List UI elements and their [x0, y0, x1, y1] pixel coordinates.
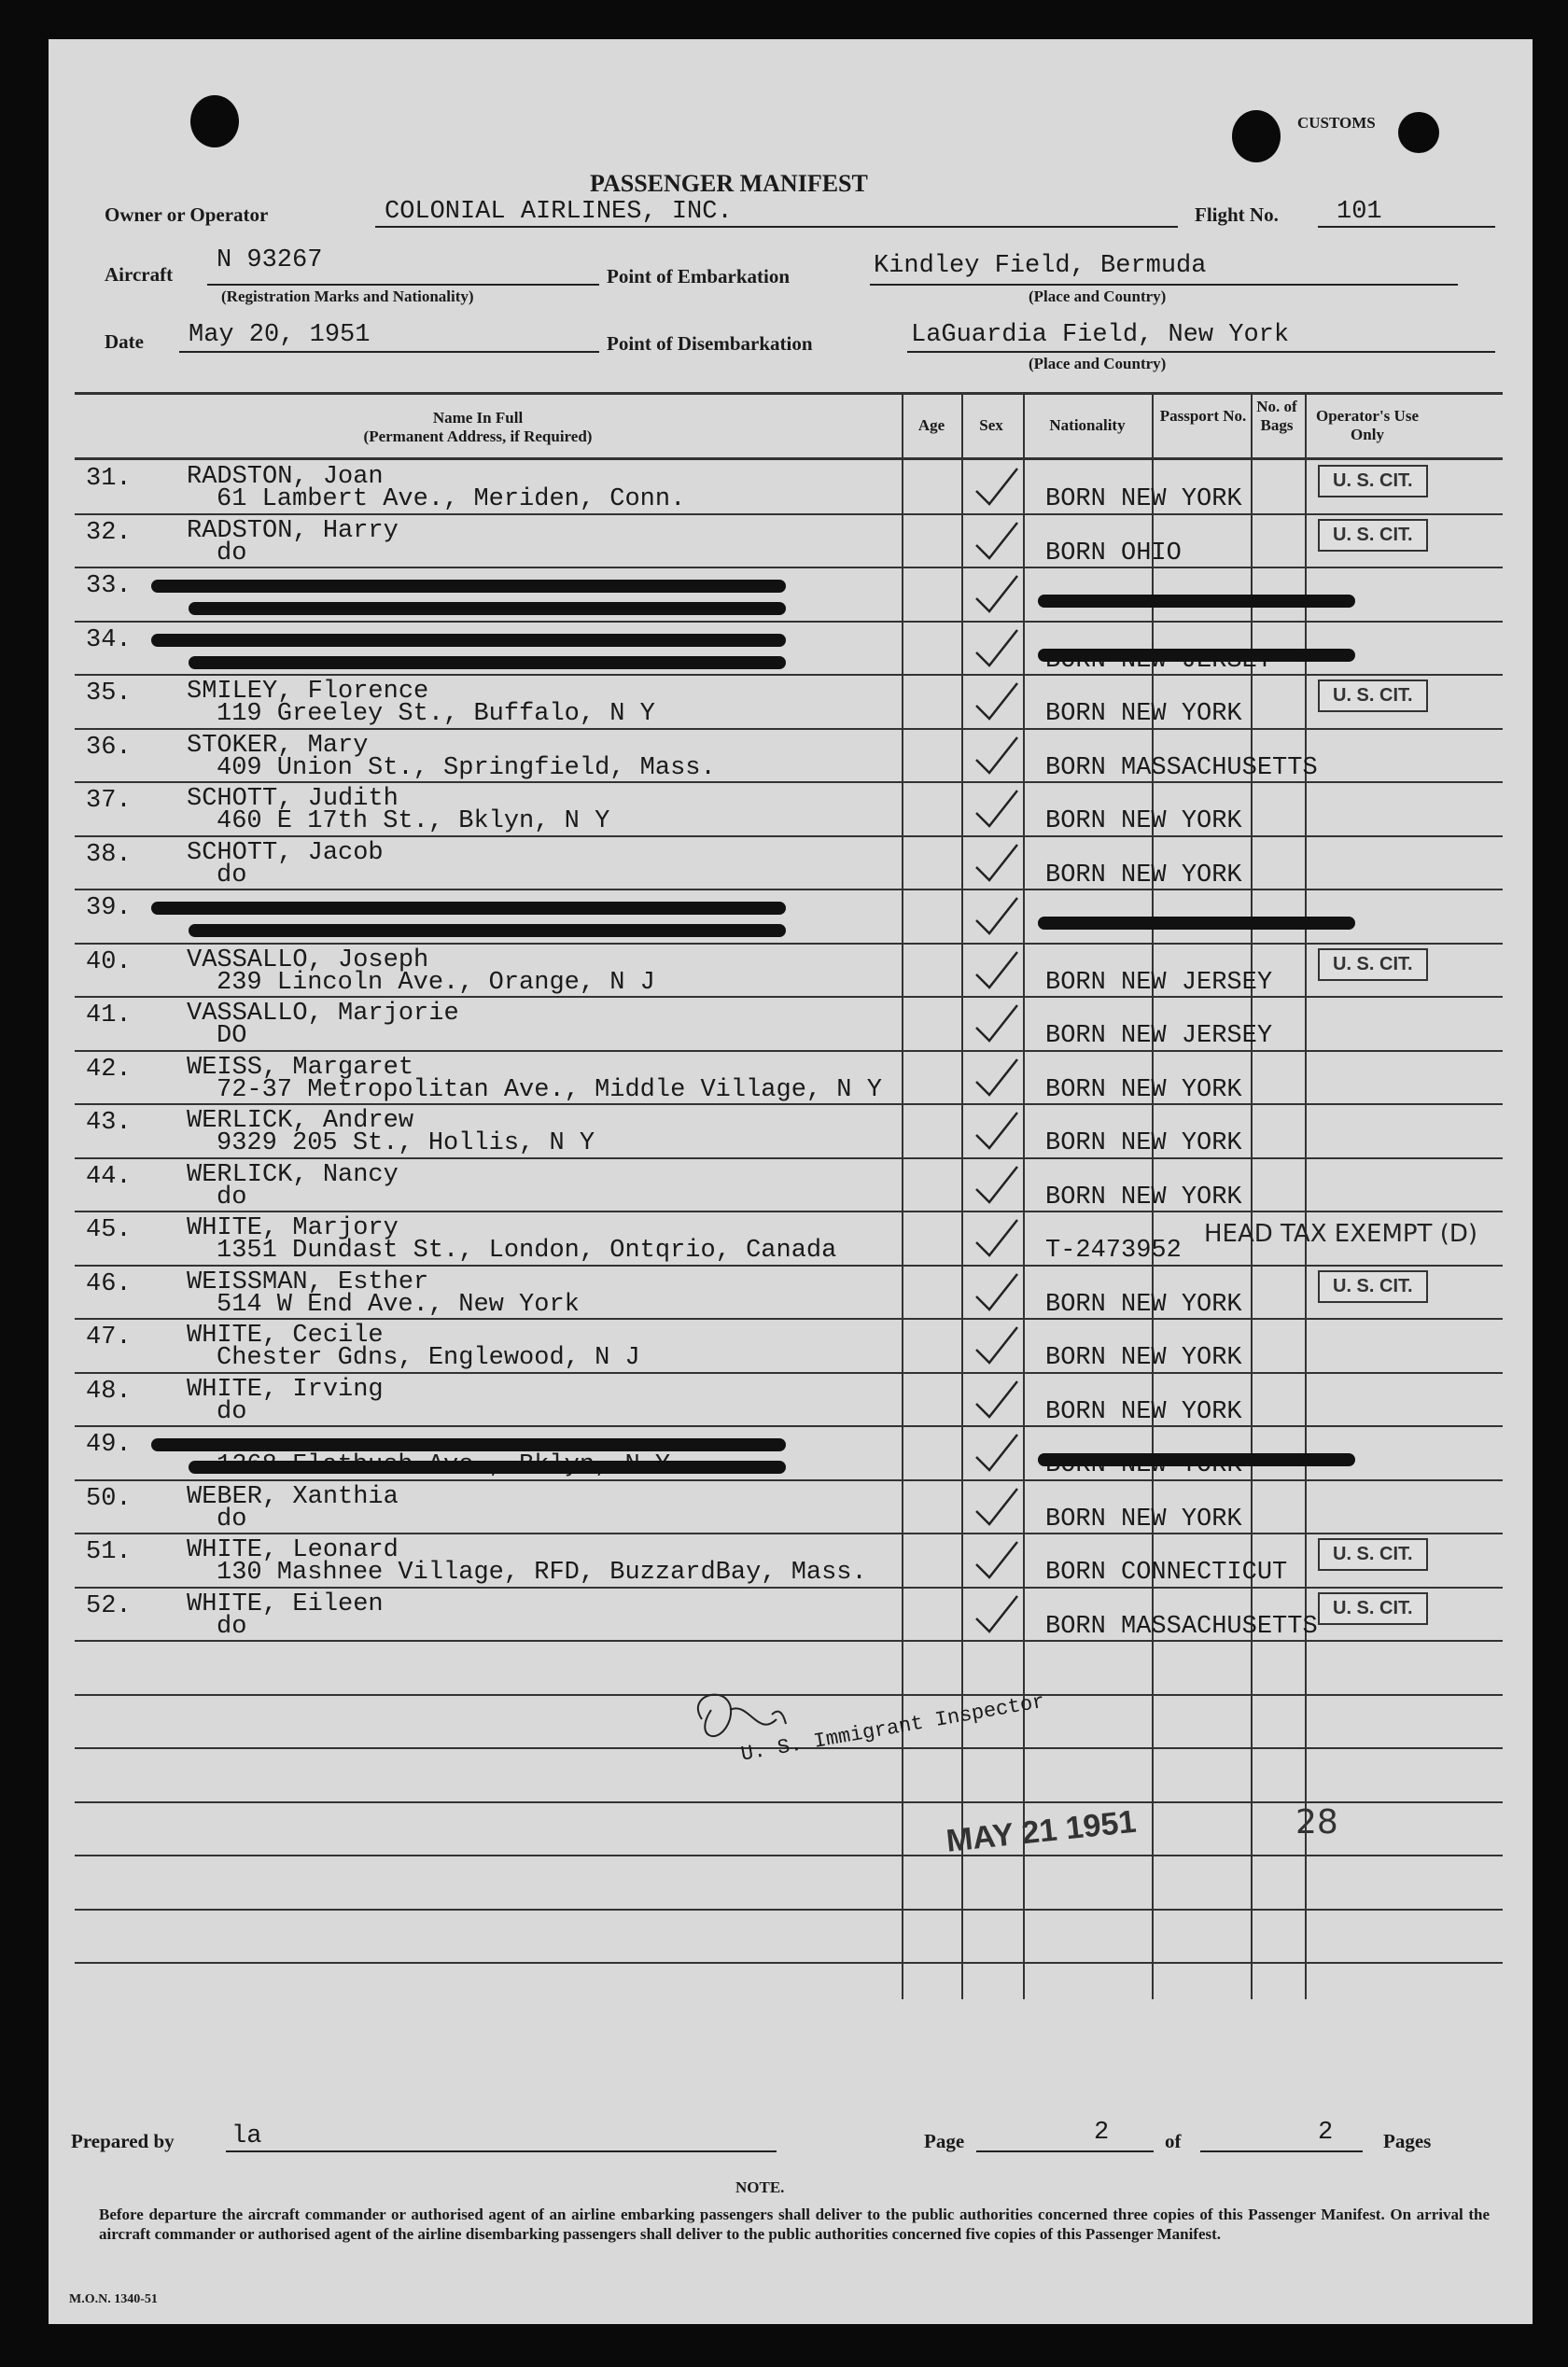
passenger-address: 514 W End Ave., New York [217, 1290, 580, 1319]
column-header-sex: Sex [979, 416, 1003, 434]
us-citizen-stamp: U. S. CIT. [1318, 948, 1428, 981]
row-number: 42. [86, 1055, 132, 1084]
form-id: M.O.N. 1340-51 [69, 2292, 158, 2306]
page-of-label: of [1165, 2130, 1182, 2152]
column-header-nationality: Nationality [1049, 416, 1126, 434]
redaction-mark [1038, 1453, 1355, 1466]
check-mark-icon [969, 892, 1025, 939]
row-divider [75, 1533, 1503, 1534]
redaction-mark [189, 656, 786, 669]
passenger-nationality: BORN NEW JERSEY [1045, 968, 1273, 997]
owner-label: Owner or Operator [105, 203, 269, 226]
check-mark-icon [969, 785, 1025, 832]
passenger-nationality: BORN NEW YORK [1045, 485, 1242, 513]
date-stamp: MAY 21 1951 [945, 1803, 1139, 1859]
column-header-name: Name In Full (Permanent Address, if Required) [363, 409, 593, 445]
passenger-nationality: BORN NEW YORK [1045, 1344, 1242, 1372]
check-mark-icon [969, 946, 1025, 993]
embarkation-label: Point of Embarkation [607, 265, 791, 287]
passenger-address: 61 Lambert Ave., Meriden, Conn. [217, 485, 686, 513]
passenger-address: do [217, 1183, 247, 1212]
passenger-nationality: BORN NEW YORK [1045, 1397, 1242, 1426]
passenger-nationality: T-2473952 [1045, 1237, 1182, 1265]
redaction-mark [151, 580, 786, 593]
row-number: 52. [86, 1591, 132, 1620]
passenger-address: 239 Lincoln Ave., Orange, N J [217, 968, 655, 997]
flight-value: 101 [1337, 198, 1382, 226]
row-number: 39. [86, 894, 132, 922]
date-value: May 20, 1951 [189, 321, 371, 349]
row-number: 49. [86, 1431, 132, 1459]
passenger-nationality: BORN NEW YORK [1045, 700, 1242, 728]
row-divider [75, 1211, 1503, 1212]
row-divider [75, 1962, 1503, 1964]
row-number: 47. [86, 1324, 132, 1352]
passenger-nationality: BORN NEW JERSEY [1045, 1022, 1273, 1050]
passenger-address: 409 Union St., Springfield, Mass. [217, 753, 716, 782]
aircraft-sub: (Registration Marks and Nationality) [221, 287, 474, 305]
row-number: 34. [86, 625, 132, 654]
us-citizen-stamp: U. S. CIT. [1318, 1538, 1428, 1571]
row-divider [75, 621, 1503, 623]
passenger-address: do [217, 1612, 247, 1641]
page-title: PASSENGER MANIFEST [590, 170, 868, 197]
passenger-name: WHITE, Eileen [187, 1590, 384, 1618]
embarkation-value: Kindley Field, Bermuda [874, 252, 1207, 280]
passenger-address: do [217, 539, 247, 567]
passenger-name: WEBER, Xanthia [187, 1482, 399, 1511]
row-divider [75, 943, 1503, 945]
passenger-nationality: BORN NEW YORK [1045, 1129, 1242, 1157]
passenger-address: 130 Mashnee Village, RFD, BuzzardBay, Mass. [217, 1559, 867, 1587]
check-mark-icon [969, 1483, 1025, 1530]
passenger-nationality: BORN CONNECTICUT [1045, 1559, 1288, 1587]
check-mark-icon [969, 1000, 1025, 1046]
row-number: 33. [86, 572, 132, 600]
aircraft-label: Aircraft [105, 263, 174, 286]
row-divider [75, 1050, 1503, 1052]
check-mark-icon [969, 1322, 1025, 1368]
row-number: 40. [86, 947, 132, 976]
row-number: 50. [86, 1484, 132, 1513]
row-number: 38. [86, 840, 132, 869]
page-current: 2 [1094, 2119, 1110, 2147]
row-number: 35. [86, 679, 132, 707]
check-mark-icon [969, 624, 1025, 671]
aircraft-value: N 93267 [217, 246, 323, 274]
column-header-bags: No. of Bags [1256, 398, 1297, 434]
inspector-label: U. S. Immigrant Inspector [739, 1689, 1047, 1767]
note-title: NOTE. [735, 2178, 785, 2196]
check-mark-icon [969, 839, 1025, 886]
passenger-nationality: BORN NEW YORK [1045, 1183, 1242, 1212]
passenger-name: SCHOTT, Jacob [187, 838, 384, 867]
column-header-operator: Operator's Use Only [1315, 407, 1419, 443]
check-mark-icon [969, 1214, 1025, 1261]
row-number: 43. [86, 1109, 132, 1137]
punch-hole [190, 95, 239, 147]
check-mark-icon [969, 678, 1025, 724]
pages-label: Pages [1383, 2130, 1432, 2152]
row-number: 31. [86, 465, 132, 493]
flight-label: Flight No. [1195, 203, 1279, 226]
passenger-nationality: BORN MASSACHUSETTS [1045, 1612, 1318, 1641]
passenger-address: do [217, 1505, 247, 1534]
redaction-mark [151, 634, 786, 647]
passenger-name: WEISS, Margaret [187, 1053, 414, 1082]
punch-hole [1232, 110, 1281, 162]
redaction-mark [189, 1461, 786, 1474]
us-citizen-stamp: U. S. CIT. [1318, 1592, 1428, 1625]
passenger-name: STOKER, Mary [187, 731, 369, 760]
passenger-address: 1351 Dundast St., London, Ontqrio, Canada [217, 1237, 837, 1265]
passenger-nationality: BORN MASSACHUSETTS [1045, 753, 1318, 782]
passenger-name: SMILEY, Florence [187, 678, 429, 706]
passenger-name: WERLICK, Nancy [187, 1160, 399, 1189]
head-tax-note: HEAD TAX EXEMPT (D) [1204, 1220, 1478, 1248]
punch-hole [1398, 112, 1439, 153]
check-mark-icon [969, 1268, 1025, 1315]
passenger-nationality: BORN OHIO [1045, 539, 1182, 567]
check-mark-icon [969, 1161, 1025, 1208]
row-divider [75, 567, 1503, 568]
passenger-name: WERLICK, Andrew [187, 1107, 414, 1135]
column-header-passport: Passport No. [1159, 407, 1247, 425]
row-number: 32. [86, 518, 132, 547]
row-number: 48. [86, 1377, 132, 1406]
note-text: Before departure the aircraft commander or authorised agent of an airline embarking passengers shall deliver to the public authorities concerned three copies of this Passenger Manifest. On arrival the aircraft commander or authorised agent of the airline disembarking passengers shall deliver to the public authorities concerned five copies of this Passenger Manifest. [99, 2206, 1490, 2243]
check-mark-icon [969, 1590, 1025, 1637]
check-mark-icon [969, 463, 1025, 510]
row-number: 46. [86, 1269, 132, 1298]
passenger-address: do [217, 1397, 247, 1426]
owner-value: COLONIAL AIRLINES, INC. [385, 198, 733, 226]
handwritten-count: 28 [1295, 1803, 1338, 1842]
passenger-nationality: BORN NEW YORK [1045, 1290, 1242, 1319]
manifest-page [49, 39, 1533, 2324]
redaction-mark [189, 602, 786, 615]
passenger-address: 9329 205 St., Hollis, N Y [217, 1129, 595, 1157]
passenger-name: RADSTON, Joan [187, 463, 384, 491]
customs-label: CUSTOMS [1297, 114, 1376, 132]
row-number: 44. [86, 1162, 132, 1191]
us-citizen-stamp: U. S. CIT. [1318, 1270, 1428, 1303]
row-divider [75, 1909, 1503, 1911]
disembarkation-label: Point of Disembarkation [607, 332, 813, 355]
passenger-address: 72-37 Metropolitan Ave., Middle Village, N Y [217, 1075, 882, 1104]
passenger-name: WHITE, Leonard [187, 1536, 399, 1564]
passenger-name: WHITE, Cecile [187, 1322, 384, 1350]
passenger-name: SCHOTT, Judith [187, 785, 399, 813]
passenger-nationality: BORN NEW YORK [1045, 861, 1242, 889]
passenger-address: do [217, 861, 247, 889]
passenger-name: RADSTON, Harry [187, 516, 399, 545]
passenger-nationality: BORN NEW YORK [1045, 1075, 1242, 1104]
row-divider [75, 1801, 1503, 1803]
passenger-name: WEISSMAN, Esther [187, 1268, 429, 1296]
disembarkation-value: LaGuardia Field, New York [911, 321, 1290, 349]
check-mark-icon [969, 1536, 1025, 1583]
redaction-mark [189, 924, 786, 937]
check-mark-icon [969, 517, 1025, 564]
passenger-address: 119 Greeley St., Buffalo, N Y [217, 700, 655, 728]
check-mark-icon [969, 570, 1025, 617]
page-label: Page [924, 2130, 965, 2152]
check-mark-icon [969, 1107, 1025, 1154]
passenger-nationality: BORN NEW YORK [1045, 807, 1242, 835]
row-number: 37. [86, 787, 132, 815]
us-citizen-stamp: U. S. CIT. [1318, 465, 1428, 497]
row-number: 45. [86, 1216, 132, 1244]
row-divider [75, 1425, 1503, 1427]
column-header-age: Age [917, 416, 945, 434]
passenger-name: VASSALLO, Joseph [187, 945, 429, 974]
row-divider [75, 1855, 1503, 1856]
redaction-mark [1038, 917, 1355, 930]
redaction-mark [151, 902, 786, 915]
redaction-mark [1038, 649, 1355, 662]
check-mark-icon [969, 1429, 1025, 1476]
prepared-by-value: la [231, 2122, 262, 2150]
us-citizen-stamp: U. S. CIT. [1318, 679, 1428, 712]
check-mark-icon [969, 1376, 1025, 1422]
passenger-name: VASSALLO, Marjorie [187, 1000, 459, 1028]
page-total: 2 [1318, 2119, 1334, 2147]
redaction-mark [1038, 595, 1355, 608]
check-mark-icon [969, 732, 1025, 778]
passenger-address: 460 E 17th St., Bklyn, N Y [217, 807, 610, 835]
row-number: 41. [86, 1001, 132, 1029]
us-citizen-stamp: U. S. CIT. [1318, 519, 1428, 552]
row-number: 36. [86, 733, 132, 762]
embarkation-sub: (Place and Country) [1029, 287, 1167, 305]
passenger-nationality: BORN NEW YORK [1045, 1505, 1242, 1534]
redaction-mark [151, 1438, 786, 1451]
row-divider [75, 889, 1503, 890]
passenger-name: WHITE, Irving [187, 1375, 384, 1404]
date-label: Date [105, 330, 144, 353]
disembarkation-sub: (Place and Country) [1029, 355, 1167, 372]
passenger-address: Chester Gdns, Englewood, N J [217, 1344, 640, 1372]
row-number: 51. [86, 1538, 132, 1566]
passenger-address: DO [217, 1022, 247, 1050]
prepared-by-label: Prepared by [71, 2130, 175, 2152]
check-mark-icon [969, 1054, 1025, 1100]
passenger-name: WHITE, Marjory [187, 1214, 399, 1242]
row-divider [75, 674, 1503, 676]
